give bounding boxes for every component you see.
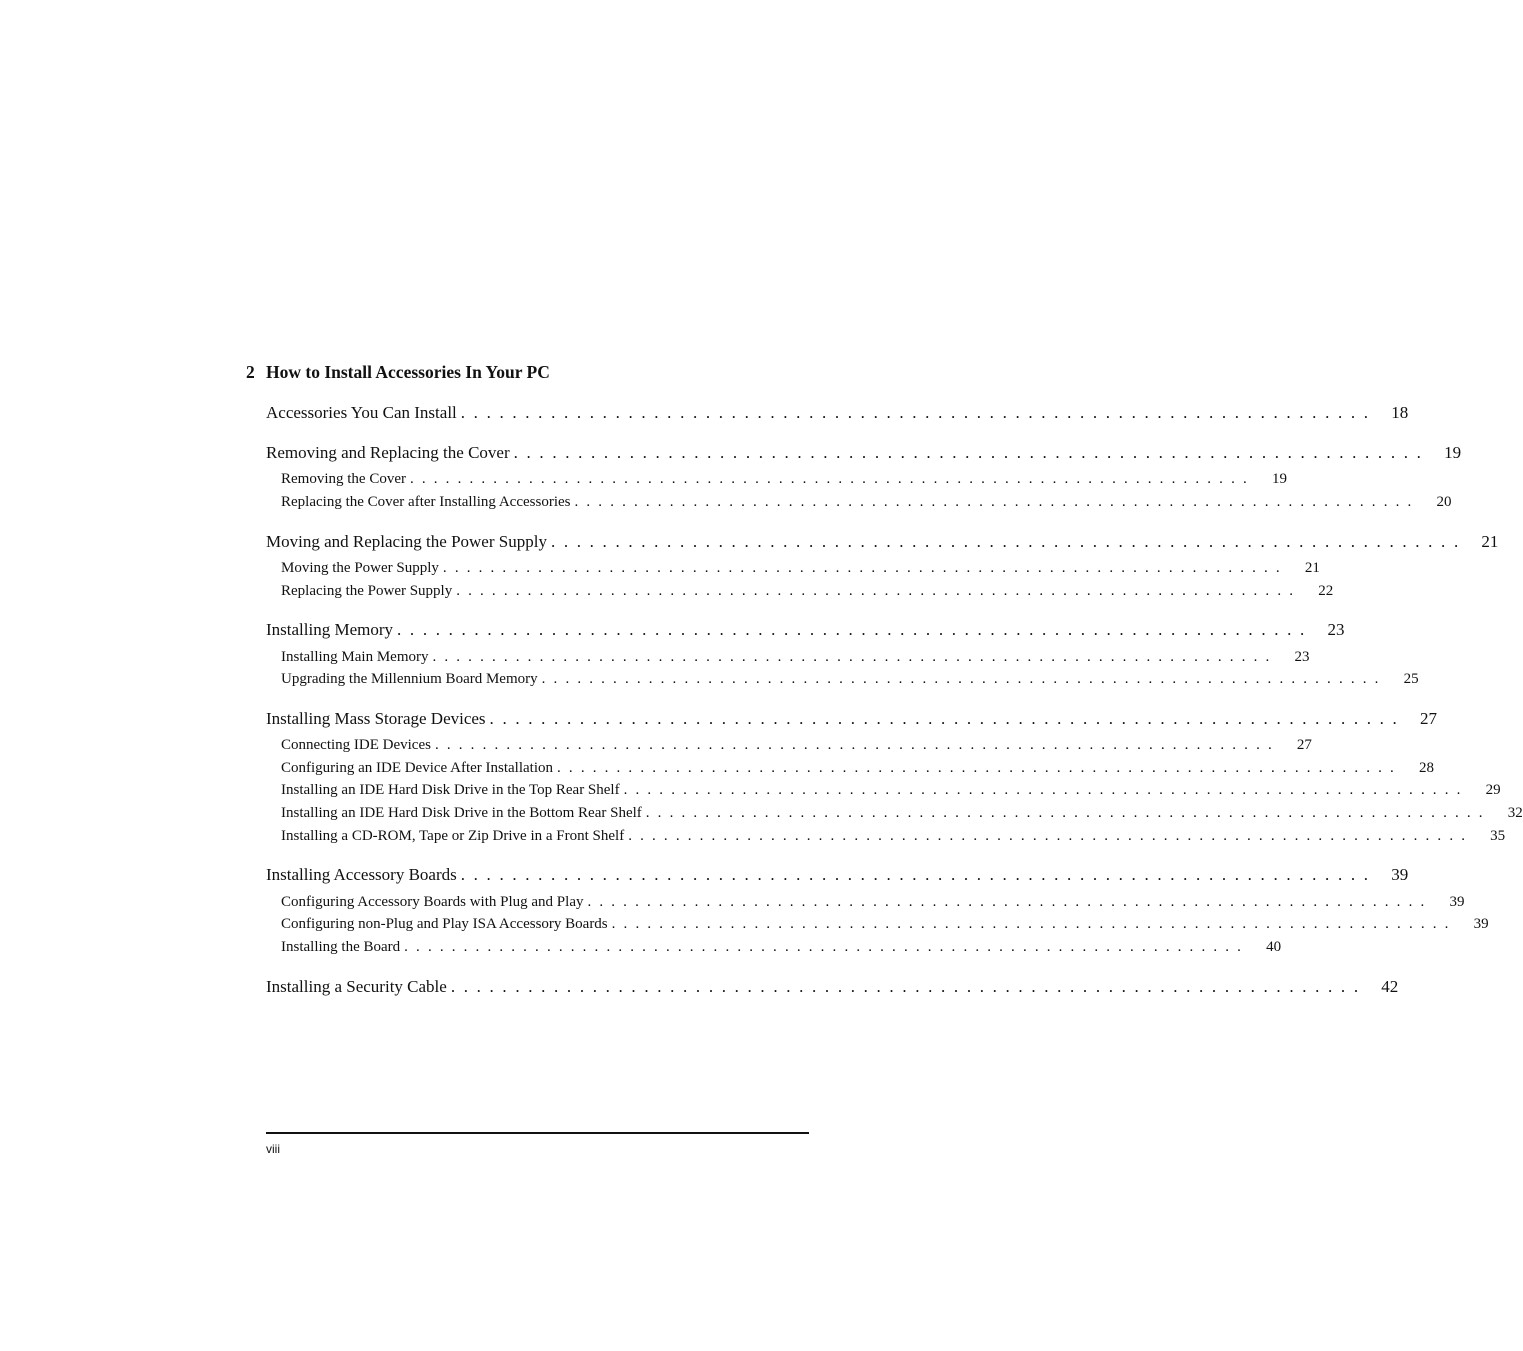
toc-subentry[interactable] bbox=[281, 760, 1434, 777]
toc-entry-page: 19 bbox=[1271, 471, 1287, 487]
toc-entry-title: Installing Memory bbox=[266, 620, 394, 639]
dot-leader: . . . . . . . . . . . . . . . . . . . . . . . . . . . . . . . . . . . . . . . . . . . . . . . . . . . . . . . . . . . . . . . . . . . . . . . bbox=[623, 782, 1463, 798]
toc-entry[interactable] bbox=[266, 977, 1399, 997]
dot-leader: . . . . . . . . . . . . . . . . . . . . . . . . . . . . . . . . . . . . . . . . . . . . . . . . . . . . . . . . . . . . . . . . . . . . . . . bbox=[450, 977, 1361, 996]
chapter-heading bbox=[246, 362, 550, 383]
dot-leader: . . . . . . . . . . . . . . . . . . . . . . . . . . . . . . . . . . . . . . . . . . . . . . . . . . . . . . . . . . . . . . . . . . . . . . . bbox=[557, 760, 1396, 776]
toc-entry-title: Configuring an IDE Device After Installation bbox=[281, 760, 554, 776]
toc-entry-title: Installing Main Memory bbox=[281, 649, 429, 665]
toc-entry-title: Installing Mass Storage Devices bbox=[266, 709, 486, 728]
toc-entry-page: 27 bbox=[1296, 737, 1312, 753]
toc-entry-page: 25 bbox=[1403, 671, 1419, 687]
dot-leader: . . . . . . . . . . . . . . . . . . . . . . . . . . . . . . . . . . . . . . . . . . . . . . . . . . . . . . . . . . . . . . . . . . . . . . . bbox=[404, 939, 1244, 955]
dot-leader: . . . . . . . . . . . . . . . . . . . . . . . . . . . . . . . . . . . . . . . . . . . . . . . . . . . . . . . . . . . . . . . . . . . . . . . bbox=[513, 443, 1424, 462]
toc-entry-title: Moving the Power Supply bbox=[281, 560, 439, 576]
toc-entry-title: Connecting IDE Devices bbox=[281, 737, 431, 753]
toc-entry-title: Installing an IDE Hard Disk Drive in the Bottom Rear Shelf bbox=[281, 805, 642, 821]
toc-subentry[interactable] bbox=[281, 494, 1452, 511]
dot-leader: . . . . . . . . . . . . . . . . . . . . . . . . . . . . . . . . . . . . . . . . . . . . . . . . . . . . . . . . . . . . . . . . . . . . . . . bbox=[460, 865, 1371, 884]
toc-entry-title: Installing a CD-ROM, Tape or Zip Drive in a Front Shelf bbox=[281, 828, 625, 844]
toc-entry[interactable] bbox=[266, 865, 1409, 885]
chapter-title: How to Install Accessories In Your PC bbox=[266, 362, 550, 382]
toc-entry-title: Installing a Security Cable bbox=[266, 977, 447, 996]
toc-entry-page: 40 bbox=[1266, 939, 1282, 955]
toc-subentry[interactable] bbox=[281, 649, 1310, 666]
toc-entry-title: Configuring non-Plug and Play ISA Accessory Boards bbox=[281, 916, 608, 932]
dot-leader: . . . . . . . . . . . . . . . . . . . . . . . . . . . . . . . . . . . . . . . . . . . . . . . . . . . . . . . . . . . . . . . . . . . . . . . bbox=[397, 620, 1307, 639]
toc-entry[interactable] bbox=[266, 443, 1462, 463]
dot-leader: . . . . . . . . . . . . . . . . . . . . . . . . . . . . . . . . . . . . . . . . . . . . . . . . . . . . . . . . . . . . . . . . . . . . . . . bbox=[432, 649, 1272, 665]
toc-entry-page: 21 bbox=[1304, 560, 1320, 576]
toc-entry-page: 39 bbox=[1473, 916, 1489, 932]
chapter-number: 2 bbox=[246, 362, 255, 382]
toc-entry[interactable] bbox=[266, 620, 1345, 640]
toc-subentry[interactable] bbox=[281, 805, 1523, 822]
toc-entry-title: Installing the Board bbox=[281, 939, 401, 955]
dot-leader: . . . . . . . . . . . . . . . . . . . . . . . . . . . . . . . . . . . . . . . . . . . . . . . . . . . . . . . . . . . . . . . . . . . . . . . bbox=[456, 583, 1296, 599]
toc-entry-title: Removing the Cover bbox=[281, 471, 406, 487]
toc-entry-page: 42 bbox=[1381, 977, 1399, 996]
toc-entry[interactable] bbox=[266, 403, 1409, 423]
dot-leader: . . . . . . . . . . . . . . . . . . . . . . . . . . . . . . . . . . . . . . . . . . . . . . . . . . . . . . . . . . . . . . . . . . . . . . . bbox=[574, 494, 1414, 510]
toc-subentry[interactable] bbox=[281, 894, 1465, 911]
toc-entry-page: 19 bbox=[1444, 443, 1462, 462]
toc-entry-page: 28 bbox=[1418, 760, 1434, 776]
toc-entry-page: 23 bbox=[1327, 620, 1345, 639]
toc-subentry[interactable] bbox=[281, 671, 1419, 688]
toc-subentry[interactable] bbox=[281, 828, 1506, 845]
dot-leader: . . . . . . . . . . . . . . . . . . . . . . . . . . . . . . . . . . . . . . . . . . . . . . . . . . . . . . . . . . . . . . . . . . . . . . . bbox=[645, 805, 1485, 821]
dot-leader: . . . . . . . . . . . . . . . . . . . . . . . . . . . . . . . . . . . . . . . . . . . . . . . . . . . . . . . . . . . . . . . . . . . . . . . bbox=[611, 916, 1451, 932]
footer-page-number: viii bbox=[266, 1142, 280, 1156]
toc-entry[interactable] bbox=[266, 709, 1437, 729]
toc-entry-page: 29 bbox=[1485, 782, 1501, 798]
toc-entry-page: 39 bbox=[1449, 894, 1465, 910]
toc-entry-page: 27 bbox=[1420, 709, 1437, 728]
toc-entry-page: 35 bbox=[1490, 828, 1506, 844]
dot-leader: . . . . . . . . . . . . . . . . . . . . . . . . . . . . . . . . . . . . . . . . . . . . . . . . . . . . . . . . . . . . . . . . . . . . . . . bbox=[409, 471, 1249, 487]
toc-entry-page: 22 bbox=[1318, 583, 1334, 599]
toc-entry-title: Upgrading the Millennium Board Memory bbox=[281, 671, 538, 687]
toc-subentry[interactable] bbox=[281, 916, 1489, 933]
toc-subentry[interactable] bbox=[281, 939, 1282, 956]
toc-subentry[interactable] bbox=[281, 471, 1287, 488]
toc-entry-page: 23 bbox=[1294, 649, 1310, 665]
dot-leader: . . . . . . . . . . . . . . . . . . . . . . . . . . . . . . . . . . . . . . . . . . . . . . . . . . . . . . . . . . . . . . . . . . . . . . . bbox=[550, 532, 1461, 551]
toc-entry-page: 18 bbox=[1391, 403, 1409, 422]
toc-entry-title: Configuring Accessory Boards with Plug and Play bbox=[281, 894, 584, 910]
toc-entry-title: Removing and Replacing the Cover bbox=[266, 443, 510, 462]
toc-entry-page: 21 bbox=[1481, 532, 1499, 551]
toc-subentry[interactable] bbox=[281, 737, 1312, 754]
toc-entry-title: Replacing the Cover after Installing Accessories bbox=[281, 494, 571, 510]
toc-entry-title: Accessories You Can Install bbox=[266, 403, 457, 422]
toc-entry-page: 20 bbox=[1436, 494, 1452, 510]
toc-entry-title: Installing Accessory Boards bbox=[266, 865, 457, 884]
dot-leader: . . . . . . . . . . . . . . . . . . . . . . . . . . . . . . . . . . . . . . . . . . . . . . . . . . . . . . . . . . . . . . . . . . . . . . . bbox=[460, 403, 1371, 422]
footer-rule bbox=[266, 1132, 809, 1134]
dot-leader: . . . . . . . . . . . . . . . . . . . . . . . . . . . . . . . . . . . . . . . . . . . . . . . . . . . . . . . . . . . . . . . . . . . . . . . bbox=[442, 560, 1282, 576]
toc-entry-page: 39 bbox=[1391, 865, 1409, 884]
toc-subentry[interactable] bbox=[281, 560, 1320, 577]
dot-leader: . . . . . . . . . . . . . . . . . . . . . . . . . . . . . . . . . . . . . . . . . . . . . . . . . . . . . . . . . . . . . . . . . . . . . . . bbox=[541, 671, 1381, 687]
dot-leader: . . . . . . . . . . . . . . . . . . . . . . . . . . . . . . . . . . . . . . . . . . . . . . . . . . . . . . . . . . . . . . . . . . . . . . . bbox=[489, 709, 1399, 728]
toc-entry-title: Moving and Replacing the Power Supply bbox=[266, 532, 547, 551]
dot-leader: . . . . . . . . . . . . . . . . . . . . . . . . . . . . . . . . . . . . . . . . . . . . . . . . . . . . . . . . . . . . . . . . . . . . . . . bbox=[434, 737, 1274, 753]
dot-leader: . . . . . . . . . . . . . . . . . . . . . . . . . . . . . . . . . . . . . . . . . . . . . . . . . . . . . . . . . . . . . . . . . . . . . . . bbox=[628, 828, 1468, 844]
toc-entry-title: Installing an IDE Hard Disk Drive in the Top Rear Shelf bbox=[281, 782, 620, 798]
dot-leader: . . . . . . . . . . . . . . . . . . . . . . . . . . . . . . . . . . . . . . . . . . . . . . . . . . . . . . . . . . . . . . . . . . . . . . . bbox=[587, 894, 1427, 910]
toc-subentry[interactable] bbox=[281, 782, 1501, 799]
toc-entry-title: Replacing the Power Supply bbox=[281, 583, 453, 599]
toc-subentry[interactable] bbox=[281, 583, 1334, 600]
toc-entry[interactable] bbox=[266, 532, 1499, 552]
toc-entry-page: 32 bbox=[1507, 805, 1523, 821]
